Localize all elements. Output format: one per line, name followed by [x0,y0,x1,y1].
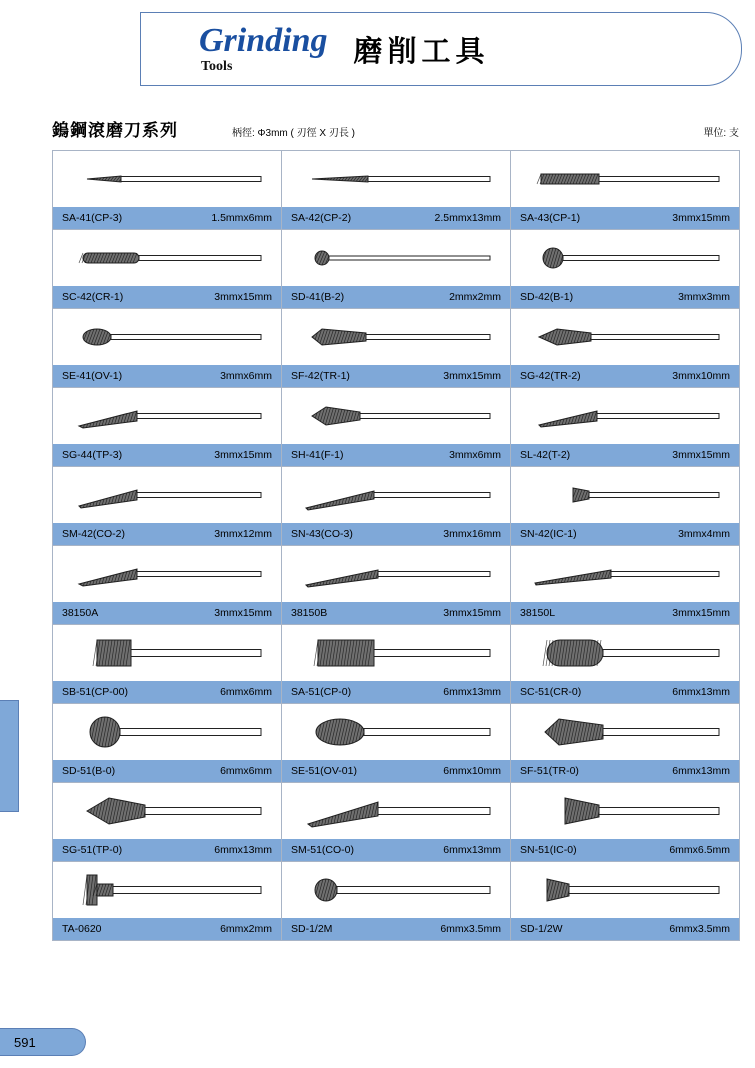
product-cell[interactable] [53,704,282,783]
product-size: 2mmx2mm [449,291,501,303]
product-label-bar [53,286,281,308]
product-cell[interactable] [53,388,282,467]
product-label-bar [511,760,739,782]
product-cell[interactable] [511,625,740,704]
product-size: 3mmx15mm [214,607,272,619]
product-cell[interactable] [511,388,740,467]
product-row-images [53,388,740,467]
product-label-bar [511,444,739,466]
product-code: SE-41(OV-1) [62,370,123,382]
product-size: 6mmx3.5mm [440,923,501,935]
product-size: 6mmx13mm [214,844,272,856]
product-code: SN-43(CO-3) [291,528,353,540]
product-cell[interactable] [282,230,511,309]
product-cell[interactable] [511,862,740,941]
tool-illustration [511,783,739,839]
product-cell[interactable] [282,625,511,704]
product-label-bar [53,918,281,940]
product-label-bar [511,286,739,308]
product-size: 6mmx10mm [443,765,501,777]
product-label-bar [53,760,281,782]
product-label-bar [282,207,510,229]
product-code: SF-51(TR-0) [520,765,579,777]
product-label-bar [511,839,739,861]
product-size: 3mmx10mm [672,370,730,382]
product-code: SF-42(TR-1) [291,370,350,382]
product-size: 6mmx13mm [443,686,501,698]
product-size: 6mmx13mm [443,844,501,856]
product-label-bar [282,839,510,861]
tool-illustration [511,388,739,444]
product-row-images [53,783,740,862]
product-label-bar [282,444,510,466]
product-label-bar [53,602,281,624]
product-code: SC-42(CR-1) [62,291,124,303]
tool-illustration [511,230,739,286]
product-cell[interactable] [282,388,511,467]
product-code: SA-43(CP-1) [520,212,581,224]
tool-illustration [511,151,739,207]
product-code: SM-42(CO-2) [62,528,126,540]
product-cell[interactable] [511,309,740,388]
brand-sub-title: Tools [201,59,233,74]
product-cell[interactable] [53,862,282,941]
product-code: SE-51(OV-01) [291,765,357,777]
product-row-images [53,467,740,546]
product-cell[interactable] [282,546,511,625]
product-size: 3mmx15mm [443,607,501,619]
product-size: 3mmx15mm [672,212,730,224]
product-size: 3mmx16mm [443,528,501,540]
product-label-bar [282,286,510,308]
product-code: SG-44(TP-3) [62,449,123,461]
product-size: 6mmx13mm [672,765,730,777]
product-code: 38150A [62,607,99,619]
product-size: 3mmx6mm [449,449,501,461]
product-cell[interactable] [282,309,511,388]
product-size: 3mmx15mm [214,449,272,461]
tool-illustration [53,151,281,207]
product-code: SG-42(TR-2) [520,370,581,382]
tool-illustration [511,546,739,602]
product-label-bar [511,918,739,940]
product-cell[interactable] [53,546,282,625]
product-code: SG-51(TP-0) [62,844,123,856]
tool-illustration [53,388,281,444]
product-cell[interactable] [282,862,511,941]
tool-illustration [53,230,281,286]
tool-illustration [511,704,739,760]
product-cell[interactable] [511,783,740,862]
product-label-bar [53,839,281,861]
series-title: 鎢鋼滾磨刀系列 [52,121,178,141]
product-size: 3mmx15mm [672,449,730,461]
product-label-bar [282,523,510,545]
product-size: 6mmx3.5mm [669,923,730,935]
product-code: SN-51(IC-0) [520,844,577,856]
product-label-bar [511,207,739,229]
product-label-bar [53,207,281,229]
tool-illustration [282,862,510,918]
product-code: 38150B [291,607,328,619]
product-row-images [53,704,740,783]
product-cell[interactable] [53,309,282,388]
product-size: 3mmx12mm [214,528,272,540]
product-code: SL-42(T-2) [520,449,571,461]
page-number: 591 [14,1034,36,1050]
product-row-images [53,230,740,309]
product-code: SA-42(CP-2) [291,212,352,224]
product-row-images [53,625,740,704]
tool-illustration [282,546,510,602]
product-cell[interactable] [53,151,282,230]
unit-note: 單位: 支 [703,128,739,139]
product-cell[interactable] [511,467,740,546]
tool-illustration [282,151,510,207]
product-size: 6mmx6mm [220,765,272,777]
product-size: 1.5mmx6mm [211,212,272,224]
product-cell[interactable] [282,704,511,783]
product-cell[interactable] [53,783,282,862]
tool-illustration [53,309,281,365]
product-row-images [53,151,740,230]
product-code: TA-0620 [62,923,102,935]
series-spec-note: 柄徑: Φ3mm ( 刃徑 X 刃長 ) [232,128,355,139]
page-header [141,13,741,85]
product-label-bar [282,602,510,624]
product-label-bar [282,681,510,703]
product-grid [52,150,740,941]
product-label-bar [282,365,510,387]
product-code: SN-42(IC-1) [520,528,577,540]
tool-illustration [282,309,510,365]
product-code: SD-42(B-1) [520,291,574,303]
product-code: SA-41(CP-3) [62,212,123,224]
product-size: 3mmx3mm [678,291,730,303]
product-label-bar [282,918,510,940]
product-size: 3mmx4mm [678,528,730,540]
product-code: SM-51(CO-0) [291,844,355,856]
product-label-bar [53,681,281,703]
tool-illustration [282,230,510,286]
product-cell[interactable] [282,151,511,230]
product-label-bar [511,523,739,545]
tool-illustration [53,467,281,523]
brand-chinese-title: 磨削工具 [353,33,490,68]
product-cell[interactable] [282,467,511,546]
product-cell[interactable] [511,546,740,625]
tool-illustration [53,783,281,839]
product-cell[interactable] [53,230,282,309]
product-cell[interactable] [53,467,282,546]
product-size: 6mmx13mm [672,686,730,698]
product-code: SB-51(CP-00) [62,686,128,698]
tool-illustration [282,388,510,444]
product-row-images [53,862,740,941]
tool-illustration [53,704,281,760]
brand-main-title: Grinding [199,22,328,59]
product-cell[interactable] [53,625,282,704]
page-header-band [140,12,742,86]
tool-illustration [511,862,739,918]
product-code: SD-1/2M [291,923,333,935]
product-cell[interactable] [511,151,740,230]
product-label-bar [53,444,281,466]
product-size: 3mmx15mm [214,291,272,303]
tool-illustration [511,467,739,523]
product-row-images [53,546,740,625]
product-code: 38150L [520,607,556,619]
product-label-bar [511,365,739,387]
tool-illustration [282,783,510,839]
product-code: SH-41(F-1) [291,449,344,461]
product-size: 6mmx2mm [220,923,272,935]
product-code: SA-51(CP-0) [291,686,352,698]
tool-illustration [282,467,510,523]
product-size: 3mmx6mm [220,370,272,382]
product-label-bar [53,365,281,387]
product-label-bar [53,523,281,545]
product-row-images [53,309,740,388]
tool-illustration [53,625,281,681]
product-size: 3mmx15mm [672,607,730,619]
product-size: 2.5mmx13mm [434,212,501,224]
product-label-bar [511,681,739,703]
product-label-bar [511,602,739,624]
page-number-badge [0,1028,86,1056]
tool-illustration [282,625,510,681]
product-size: 3mmx15mm [443,370,501,382]
product-cell[interactable] [511,704,740,783]
product-size: 6mmx6.5mm [669,844,730,856]
tool-illustration [511,625,739,681]
tool-illustration [53,862,281,918]
tool-illustration [53,546,281,602]
side-index-tab [0,700,19,812]
product-size: 6mmx6mm [220,686,272,698]
section-title-row [0,116,755,142]
product-label-bar [282,760,510,782]
product-code: SD-1/2W [520,923,563,935]
tool-illustration [511,309,739,365]
product-code: SC-51(CR-0) [520,686,582,698]
product-code: SD-41(B-2) [291,291,345,303]
tool-illustration [282,704,510,760]
product-cell[interactable] [511,230,740,309]
product-code: SD-51(B-0) [62,765,116,777]
brand-block [199,24,328,74]
product-cell[interactable] [282,783,511,862]
